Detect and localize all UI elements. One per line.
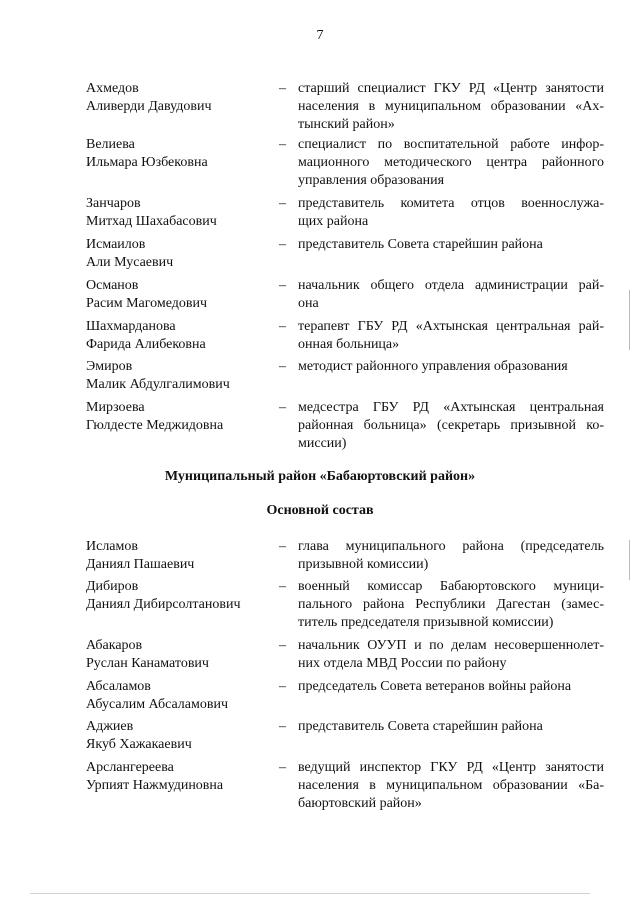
page-number: 7 <box>316 28 324 43</box>
member-given-name: Аливерди Давудович <box>86 99 212 114</box>
position-line: представитель Совета старейшин района <box>298 719 543 734</box>
member-name <box>86 195 264 231</box>
position-line: ведущий инспектор ГКУ РД «Центр занятости <box>298 760 604 775</box>
member-name <box>86 678 264 714</box>
member-given-name: Малик Абдулгалимович <box>86 377 230 392</box>
member-given-name: Даниял Пашаевич <box>86 557 195 572</box>
member-given-name: Абусалим Абсаламович <box>86 697 228 712</box>
dash: – <box>279 638 286 653</box>
member-surname: Исламов <box>86 539 138 554</box>
member-surname: Мирзоева <box>86 400 145 415</box>
member-given-name: Али Мусаевич <box>86 255 174 270</box>
member-position <box>298 759 604 813</box>
member-surname: Шахмарданова <box>86 319 176 334</box>
position-line: миссии) <box>298 436 347 451</box>
position-line: онная больница» <box>298 337 400 352</box>
member-name <box>86 80 264 116</box>
member-given-name: Даниял Дибирсолтанович <box>86 597 241 612</box>
member-position <box>298 236 604 254</box>
member-surname: Арслангереева <box>86 760 174 775</box>
dash: – <box>279 237 286 252</box>
position-line: терапевт ГБУ РД «Ахтынская центральная рай- <box>298 319 604 334</box>
position-line: населения в муниципальном образовании «Ах- <box>298 99 604 114</box>
member-surname: Исмаилов <box>86 237 146 252</box>
position-line: начальник ОУУП и по делам несовершеннолет- <box>298 638 604 653</box>
dash: – <box>279 81 286 96</box>
member-position <box>298 136 604 190</box>
member-name <box>86 236 264 272</box>
position-line: управления образования <box>298 173 445 188</box>
dash: – <box>279 319 286 334</box>
member-position <box>298 637 604 673</box>
member-position <box>298 318 604 354</box>
position-line: щих района <box>298 214 369 229</box>
position-line: медсестра ГБУ РД «Ахтынская центральная <box>298 400 604 415</box>
member-surname: Ахмедов <box>86 81 139 96</box>
district-heading: Муниципальный район «Бабаюртовский район» <box>164 469 476 484</box>
member-given-name: Гюлдесте Меджидовна <box>86 418 224 433</box>
dash: – <box>279 196 286 211</box>
scan-artifact <box>629 540 630 580</box>
position-line: них отдела МВД России по району <box>298 656 507 671</box>
position-line: старший специалист ГКУ РД «Центр занятости <box>298 81 604 96</box>
position-line: представитель Совета старейшин района <box>298 237 543 252</box>
position-line: председатель Совета ветеранов войны района <box>298 679 572 694</box>
dash: – <box>279 579 286 594</box>
member-given-name: Руслан Канаматович <box>86 656 209 671</box>
member-surname: Эмиров <box>86 359 133 374</box>
position-line: начальник общего отдела администрации рай- <box>298 278 604 293</box>
position-line: тынский район» <box>298 117 395 132</box>
member-position <box>298 399 604 453</box>
member-name <box>86 318 264 354</box>
dash: – <box>279 719 286 734</box>
member-name <box>86 358 264 394</box>
dash: – <box>279 137 286 152</box>
position-line: баюртовский район» <box>298 796 422 811</box>
member-name <box>86 277 264 313</box>
member-surname: Османов <box>86 278 139 293</box>
member-name <box>86 136 264 172</box>
member-position <box>298 578 604 632</box>
dash: – <box>279 679 286 694</box>
member-name <box>86 399 264 435</box>
dash: – <box>279 359 286 374</box>
member-name <box>86 578 264 614</box>
position-line: пального района Республики Дагестан (замес- <box>298 597 604 612</box>
member-name <box>86 637 264 673</box>
position-line: специалист по воспитательной работе инфор- <box>298 137 604 152</box>
member-given-name: Митхад Шахабасович <box>86 214 217 229</box>
member-given-name: Фарида Алибековна <box>86 337 206 352</box>
position-line: методист районного управления образования <box>298 359 568 374</box>
member-position <box>298 538 604 574</box>
member-position <box>298 195 604 231</box>
member-name <box>86 759 264 795</box>
member-position <box>298 80 604 134</box>
position-line: районная больница» (секретарь призывной ко- <box>298 418 604 433</box>
member-surname: Аджиев <box>86 719 134 734</box>
member-name <box>86 538 264 574</box>
member-position <box>298 277 604 313</box>
member-surname: Занчаров <box>86 196 141 211</box>
position-line: представитель комитета отцов военнослужа- <box>298 196 604 211</box>
member-given-name: Расим Магомедович <box>86 296 208 311</box>
dash: – <box>279 760 286 775</box>
member-position <box>298 718 604 736</box>
member-position <box>298 358 604 376</box>
section-heading: Основной состав <box>266 503 374 518</box>
scan-artifact <box>30 893 590 894</box>
position-line: она <box>298 296 319 311</box>
member-surname: Абакаров <box>86 638 143 653</box>
member-surname: Велиева <box>86 137 135 152</box>
position-line: призывной комиссии) <box>298 557 429 572</box>
member-name <box>86 718 264 754</box>
member-given-name: Урпият Нажмудиновна <box>86 778 224 793</box>
position-line: мационного методического центра районного <box>298 155 604 170</box>
dash: – <box>279 400 286 415</box>
dash: – <box>279 278 286 293</box>
position-line: военный комиссар Бабаюртовского муници- <box>298 579 604 594</box>
dash: – <box>279 539 286 554</box>
member-given-name: Ильмара Юзбековна <box>86 155 208 170</box>
scan-artifact <box>629 290 630 350</box>
member-given-name: Якуб Хажакаевич <box>86 737 192 752</box>
position-line: глава муниципального района (председатель <box>298 539 604 554</box>
member-surname: Абсаламов <box>86 679 151 694</box>
member-surname: Дибиров <box>86 579 139 594</box>
position-line: населения в муниципальном образовании «Ба- <box>298 778 604 793</box>
position-line: титель председателя призывной комиссии) <box>298 615 554 630</box>
member-position <box>298 678 604 696</box>
